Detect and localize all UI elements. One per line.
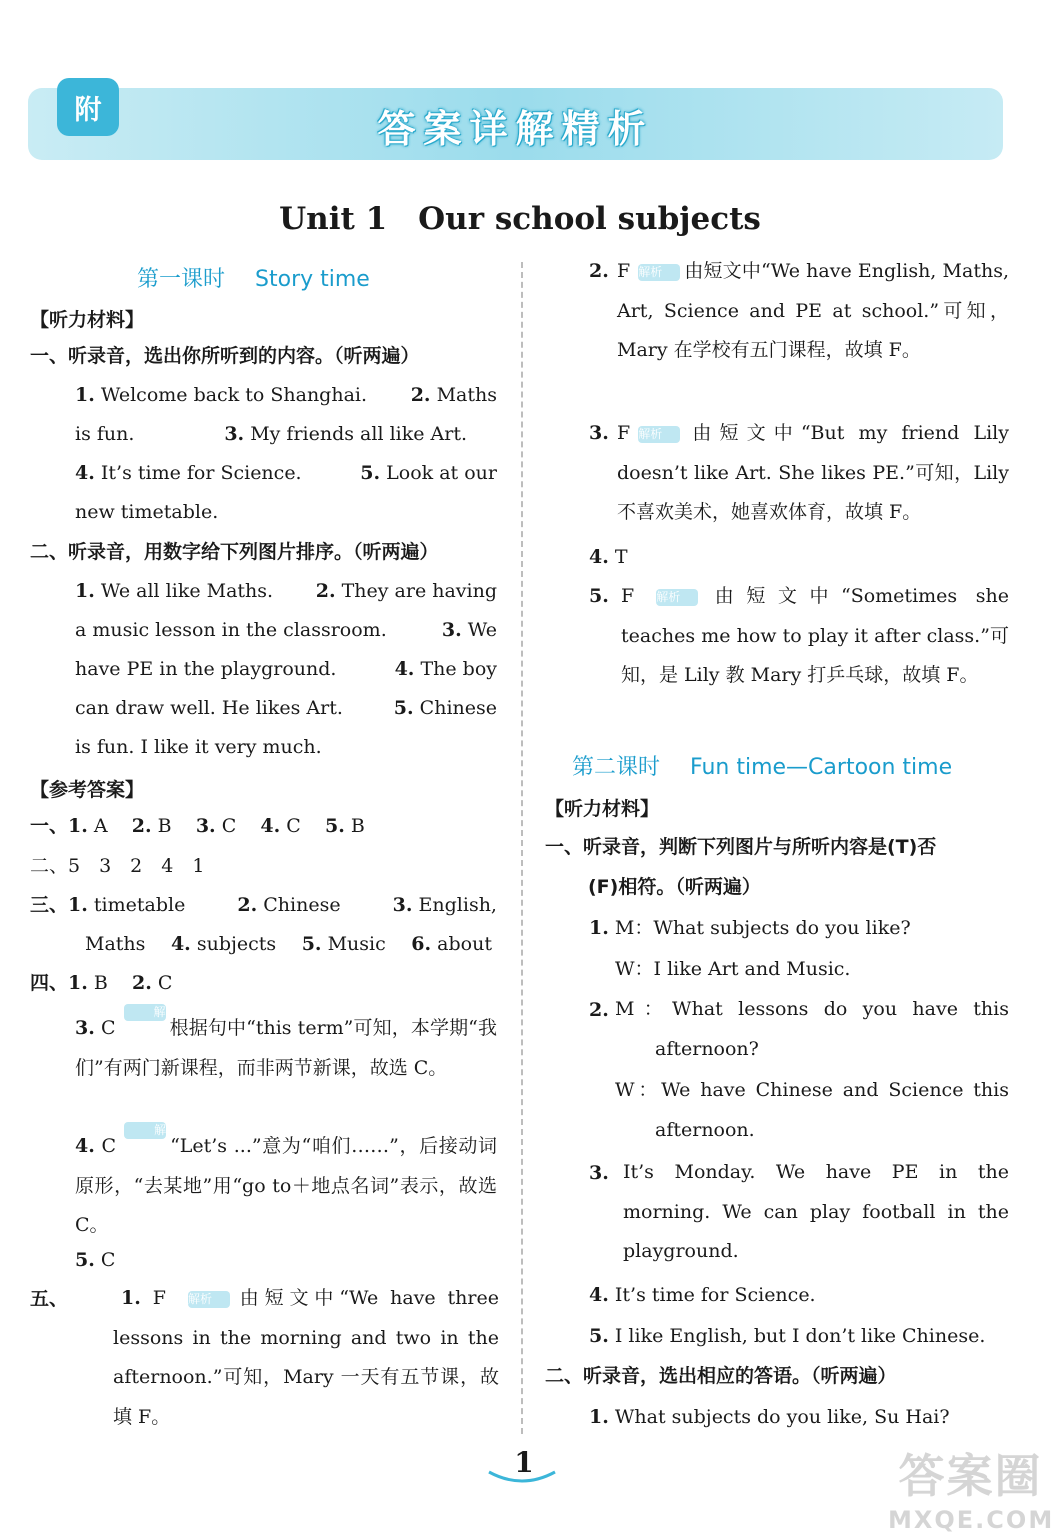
text-line: 5. I like English, but I don’t like Chinese. xyxy=(589,1325,986,1347)
page-header-title: 答案详解精析 xyxy=(377,107,654,151)
watermark xyxy=(888,1440,1055,1534)
dialogue-block: M：What lessons do you have this afternoon? xyxy=(615,998,1009,1060)
item-number: 3. xyxy=(589,1162,609,1184)
section-title: 一、听录音，选出你所听到的内容。（听两遍） xyxy=(30,345,420,367)
explanation-block: 4. C解析 “Let’s ...”意为“咱们……”，后接动词原形，“去某地”用“go to＋地点名词”表示，故选 C。 xyxy=(75,1123,497,1236)
section-title-cont: (F)相符。（听两遍） xyxy=(588,876,761,898)
item-number: 2. xyxy=(589,999,609,1021)
reference-answer-header: 【参考答案】 xyxy=(30,779,145,801)
analysis-tag: 解析 xyxy=(638,264,680,281)
analysis-tag: 解析 xyxy=(638,426,680,443)
dialogue-line: 1. M：What subjects do you like? xyxy=(589,917,911,939)
analysis-tag: 解析 xyxy=(656,589,698,606)
text-line: can draw well. He likes Art. 5. Chinese xyxy=(75,697,497,719)
analysis-tag: 解析 xyxy=(188,1291,230,1308)
dialogue-line: W：I like Art and Music. xyxy=(615,958,851,980)
text-line: a music lesson in the classroom. 3. We xyxy=(75,619,497,641)
section-title: 二、听录音，用数字给下列图片排序。（听两遍） xyxy=(30,541,439,563)
page-number-decoration xyxy=(487,1468,557,1486)
text-line: 1. Welcome back to Shanghai. 2. Maths xyxy=(75,384,497,406)
text-line: 4. It’s time for Science. 5. Look at our xyxy=(75,462,497,484)
listening-material-header: 【听力材料】 xyxy=(545,798,660,820)
text-line: is fun. I like it very much. xyxy=(75,736,322,758)
text-line: 1. We all like Maths. 2. They are having xyxy=(75,580,497,602)
page-number: 1 xyxy=(514,1446,534,1479)
explanation-block: 3. C解析 根据句中“this term”可知，本学期“我们”有两门新课程，而非两节新课，故选 C。 xyxy=(75,1005,498,1079)
watermark-url: MXQE.COM xyxy=(888,1506,1055,1534)
answer-row-4: 四、1. B 2. C xyxy=(30,972,173,994)
column-divider xyxy=(521,262,523,1434)
answer-row-2: 二、5 3 2 4 1 xyxy=(30,855,205,877)
text-line: 1. What subjects do you like, Su Hai? xyxy=(589,1406,950,1428)
listening-material-header: 【听力材料】 xyxy=(30,309,145,331)
analysis-tag: 解析 xyxy=(124,1123,167,1154)
explanation-block: 3. F 解析 由短文中“But my friend Lily doesn’t like Art. She likes PE.”可知，Lily 不喜欢美术，她喜欢体育，故填 F。 xyxy=(589,422,1009,523)
section-title: 二、听录音，选出相应的答语。（听两遍） xyxy=(545,1365,897,1387)
watermark-logo: 答案圈 xyxy=(898,1449,1043,1503)
text-line: 4. It’s time for Science. xyxy=(589,1284,816,1306)
explanation-block: 5. F 解析 由短文中“Sometimes she teaches me how to play it after class.”可知，是 Lily 教 Mary 打乒乓球，故填 F。 xyxy=(589,585,1009,686)
unit-title: Unit 1 Our school subjects xyxy=(279,201,761,237)
text-block: It’s Monday. We have PE in the morning. We can play football in the playground. xyxy=(623,1161,1009,1262)
answer-item: 4. T xyxy=(589,546,628,568)
section-title: 一、听录音，判断下列图片与所听内容是(T)否 xyxy=(545,836,937,858)
answer-row-1: 一、1. A 2. B 3. C 4. C 5. B xyxy=(30,815,365,837)
answer-row-3b: Maths 4. subjects 5. Music 6. about xyxy=(85,933,492,955)
lesson-heading: 第一课时 Story time xyxy=(137,267,370,292)
text-line: is fun. 3. My friends all like Art. xyxy=(75,423,467,445)
text-line: have PE in the playground. 4. The boy xyxy=(75,658,497,680)
analysis-tag: 解析 xyxy=(123,1005,166,1036)
explanation-block: 2. F 解析 由短文中“We have English, Maths, Art, Science and PE at school.”可知，Mary 在学校有五门课程，故填 F。 xyxy=(589,260,1009,361)
answer-prefix: 五、 xyxy=(30,1288,69,1310)
explanation-block: 1. F 解析 由短文中“We have three lessons in the morning and two in the afternoon.”可知，Mary 一天有五节课，故填 F。 xyxy=(113,1287,499,1428)
text-line: new timetable. xyxy=(75,501,219,523)
answer-item: 5. C xyxy=(75,1249,116,1271)
answer-row-3: 三、1. timetable 2. Chinese 3. English, xyxy=(30,894,497,916)
lesson-heading: 第二课时 Fun time—Cartoon time xyxy=(572,755,953,780)
dialogue-block: W：We have Chinese and Science this afternoon. xyxy=(615,1079,1009,1141)
appendix-badge: 附 xyxy=(57,78,119,136)
